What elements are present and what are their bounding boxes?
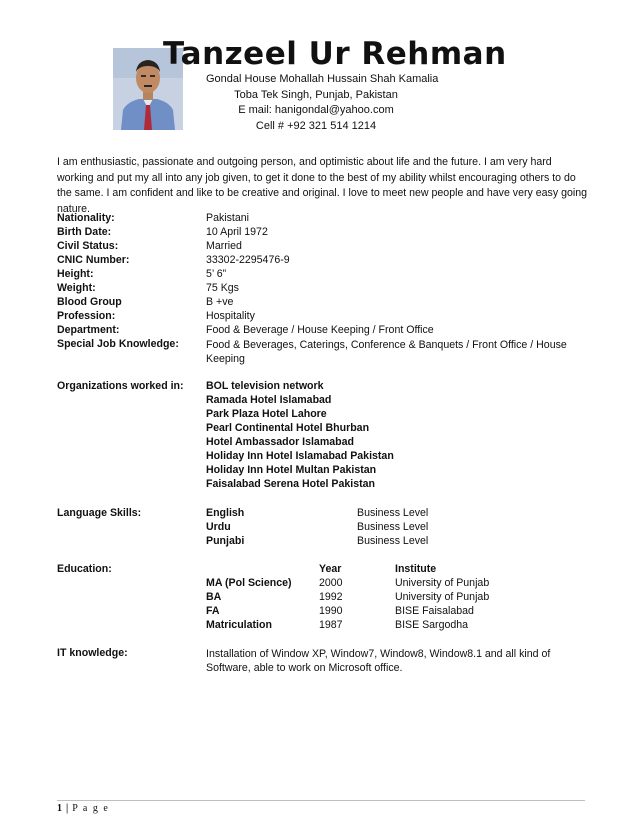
education-degree: FA — [206, 605, 220, 617]
cell-line: Cell # +92 321 514 1214 — [255, 119, 377, 132]
education-degree: BA — [206, 591, 222, 603]
page-number: 1 — [57, 803, 62, 814]
special-job-knowledge-label: Special Job Knowledge: — [57, 338, 179, 350]
cnic-label: CNIC Number: — [57, 254, 130, 266]
department-value: Food & Beverage / House Keeping / Front Office — [206, 324, 434, 336]
address-line-2: Toba Tek Singh, Punjab, Pakistan — [234, 88, 398, 101]
height-label: Height: — [57, 268, 94, 280]
organization-item: Faisalabad Serena Hotel Pakistan — [206, 478, 375, 490]
summary-paragraph: I am enthusiastic, passionate and outgoing person, and optimistic about life and the future. I am very hard working and put my all into any job given, to get it done to the best of my ability whilst encouraging others to do the same. I am confident and like to be creative and original. I love to meet new people and have very easy going nature. — [57, 156, 588, 215]
birth-date-value: 10 April 1972 — [206, 226, 268, 238]
page-label: P a g e — [72, 803, 110, 814]
education-institute-header: Institute — [395, 563, 437, 575]
language-name: English — [206, 507, 245, 519]
footer-divider — [57, 800, 585, 801]
civil-status-label: Civil Status: — [57, 240, 119, 252]
blood-group-label: Blood Group — [57, 296, 122, 308]
weight-label: Weight: — [57, 282, 96, 294]
education-institute: BISE Sargodha — [395, 619, 469, 631]
department-label: Department: — [57, 324, 120, 336]
education-year: 2000 — [319, 577, 343, 589]
page-separator: | — [66, 803, 69, 814]
blood-group-value: B +ve — [206, 296, 234, 308]
email-line: E mail: hanigondal@yahoo.com — [238, 104, 394, 116]
education-institute: BISE Faisalabad — [395, 605, 474, 617]
height-value: 5’ 6” — [206, 268, 227, 280]
profession-value: Hospitality — [206, 310, 255, 322]
language-name: Punjabi — [206, 535, 245, 547]
candidate-name: Tanzeel Ur Rehman — [163, 36, 507, 72]
organization-item: Hotel Ambassador Islamabad — [206, 436, 354, 448]
education-year-header: Year — [319, 563, 342, 575]
organization-item: Holiday Inn Hotel Multan Pakistan — [206, 464, 377, 476]
education-year: 1990 — [319, 605, 343, 617]
address-line-1: Gondal House Mohallah Hussain Shah Kamalia — [206, 73, 439, 85]
civil-status-value: Married — [206, 240, 242, 252]
organization-item: Pearl Continental Hotel Bhurban — [206, 422, 370, 434]
profession-label: Profession: — [57, 310, 116, 322]
it-knowledge-label: IT knowledge: — [57, 647, 128, 659]
organizations-label: Organizations worked in: — [57, 380, 184, 392]
education-label: Education: — [57, 563, 112, 575]
cnic-value: 33302-2295476-9 — [206, 254, 290, 266]
organization-item: Park Plaza Hotel Lahore — [206, 408, 327, 420]
organization-item: Ramada Hotel Islamabad — [206, 394, 332, 406]
education-institute: University of Punjab — [395, 577, 490, 589]
language-level: Business Level — [357, 521, 429, 533]
it-knowledge-value: Installation of Window XP, Window7, Window8, Window8.1 and all kind of Software, able to work on Microsoft office. — [206, 648, 551, 674]
language-level: Business Level — [357, 507, 429, 519]
special-job-knowledge-value: Food & Beverages, Caterings, Conference & Banquets / Front Office / House Keeping — [206, 339, 567, 365]
language-name: Urdu — [206, 521, 231, 533]
contact-block — [206, 72, 439, 134]
nationality-label: Nationality: — [57, 212, 115, 224]
birth-date-label: Birth Date: — [57, 226, 112, 238]
nationality-value: Pakistani — [206, 212, 249, 224]
education-year: 1992 — [319, 591, 343, 603]
language-level: Business Level — [357, 535, 429, 547]
organization-item: BOL television network — [206, 380, 324, 392]
education-degree: Matriculation — [206, 619, 272, 631]
language-skills-label: Language Skills: — [57, 507, 142, 519]
page-footer — [57, 803, 109, 814]
education-degree: MA (Pol Science) — [206, 577, 292, 589]
education-year: 1987 — [319, 619, 343, 631]
weight-value: 75 Kgs — [206, 282, 239, 294]
education-institute: University of Punjab — [395, 591, 490, 603]
organization-item: Holiday Inn Hotel Islamabad Pakistan — [206, 450, 394, 462]
